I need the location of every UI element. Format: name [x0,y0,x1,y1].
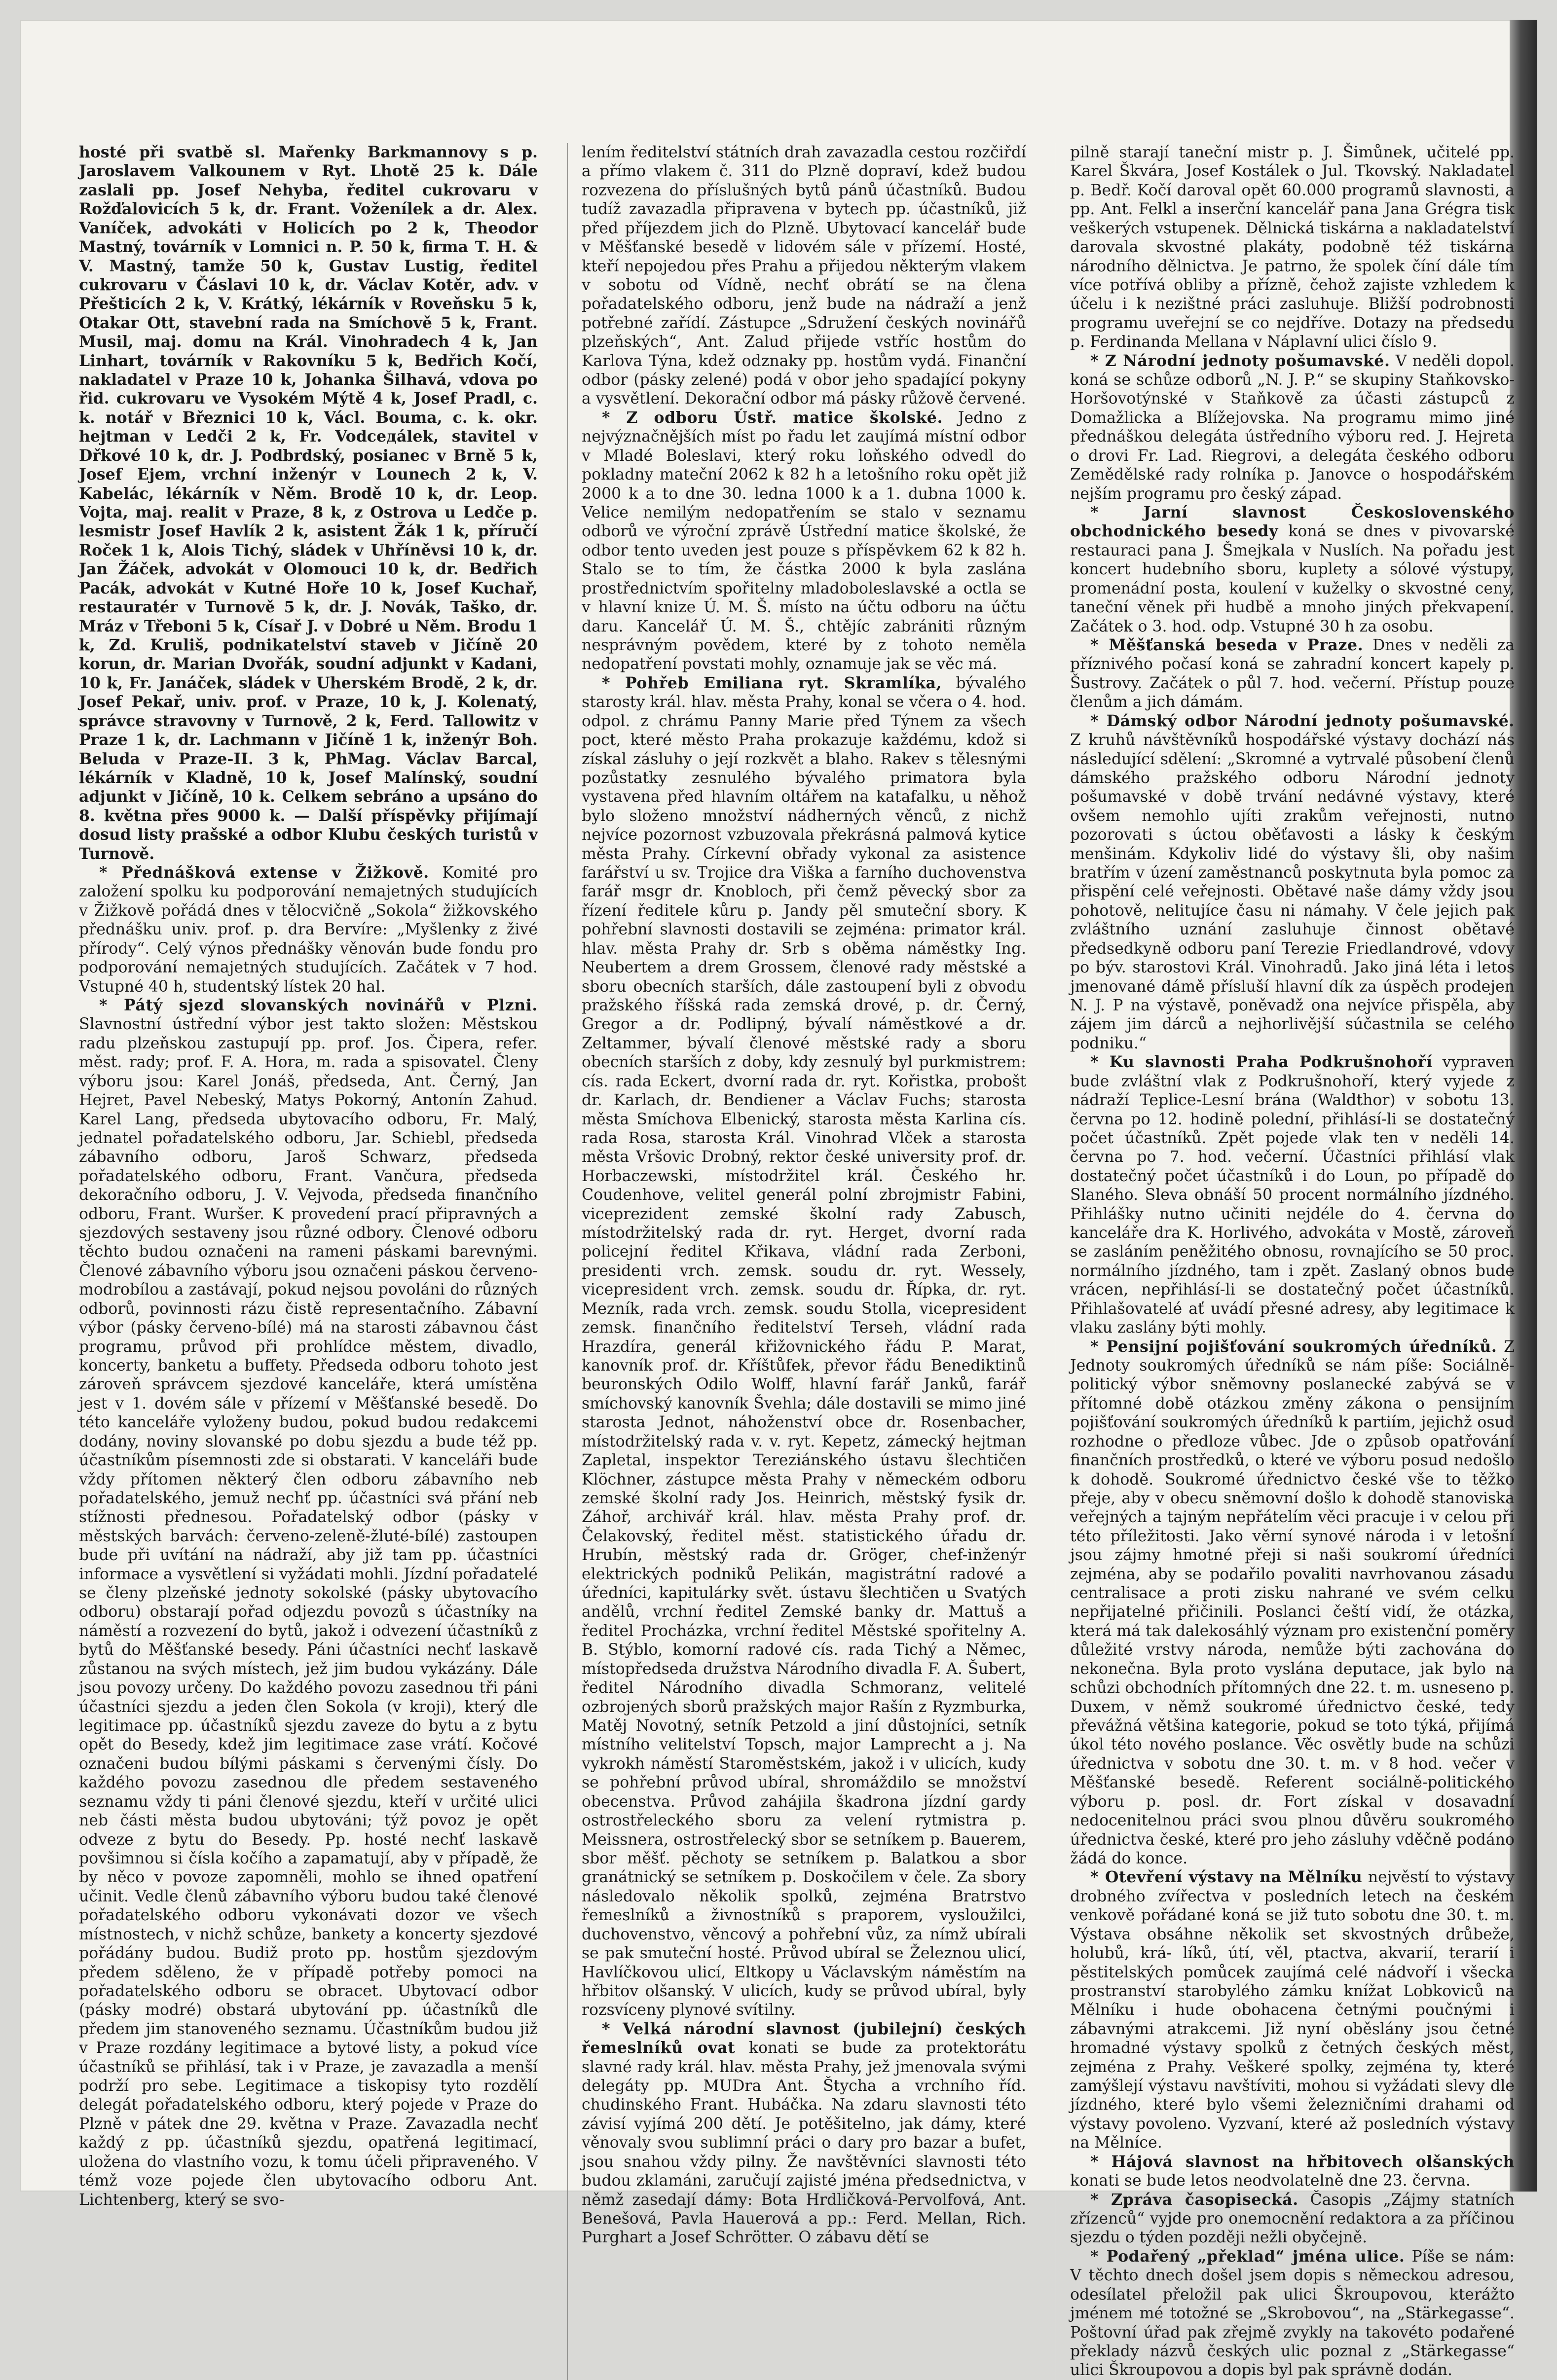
newspaper-page [79,143,1515,2380]
article-text: Dnes v neděli za příznivého počasí koná se zahradní koncert kapely p. Šustrovy. Začátek o půl 7. hod. večerní. Přístup pouze členům a jich dámám. [1070,636,1515,711]
article-text: Slavnostní ústřední výbor jest takto složen: Městskou radu plzeňskou zastupují pp. prof. Jos. Čipera, refer. měst. rady; prof. F. A. Hora, m. rada a spisovatel. Členy výboru jsou: Karel Jonáš, předseda, Ant. Černý, Jan Hejret, Pavel Nebeský, Matys Pokorný, Antonín Zahud. Karel Lang, předseda ubytovacího odboru, Fr. Malý, jednatel pořadatelského odboru, Jar. Schiebl, předseda zábavního odboru, Jaroš Schwarz, předseda pořadatelského odboru, Frant. Vančura, předseda dekoračního odboru, J. V. Vejvoda, předseda finančního odboru, Frant. Wuršer. K provedení prací připravných a sjezdových sestaveny jsou různé odbory. Členové odboru těchto budou označeni na rameni páskami barevnými. Členové zábavního výboru jsou označeni páskou červeno-modrobílou a zastávají, pokud nejsou povoláni do různých odborů, povinnosti rázu čistě representačního. Zábavní výbor (pásky červeno-bílé) má na starosti zábavnou část programu, průvod při prohlídce městem, divadlo, koncerty, banketu a buffety. Předseda odboru tohoto jest zároveň správcem sjezdové kanceláře, která umístěna jest v 1. dovém sále v přízemí v Měšťanské besedě. Do této kanceláře vyloženy budou, pokud budou redakcemi dodány, noviny slovanské po dobu sjezdu a bude též pp. účastníkům písemnosti zde si obstarati. V kanceláři bude vždy přítomen některý člen odboru zábavního neb pořadatelského, jemuž nechť pp. účastníci svá přání neb stížnosti přednesou. Pořadatelský odbor (pásky v městských barvách: červeno-zeleně-žluté-bílé) zastoupen bude při uvítání na nádraží, aby již tam pp. účastníci informace a vysvětlení si vyžádati mohli. Jízdní pořadatelé se členy plzeňské jednoty sokolské (pásky ubytovacího odboru) obstarají pořad odjezdu povozů s účastníky na náměstí a rozvezení do bytů, jakož i odvezení účastníků z bytů do Měšťanské besedy. Páni účastníci nechť laskavě zůstanou na svých místech, jež jim budou vykázány. Dále jsou povozy určeny. Do každého povozu zasednou tři páni účastníci sjezdu a jeden člen Sokola (v kroji), který dle legitimace pp. účastníků sjezdu zaveze do bytu a z bytu opět do Besedy, kdež jim legitimace zase vrátí. Kočové označeni budou bílými páskami s červenými čísly. Do každého povozu zasednou dle předem sestaveného seznamu vždy ti páni členové sjezdu, kteří v určité ulici neb části města budou ubytováni; týž povoz je opět odveze z bytu do Besedy. Pp. hosté nechť laskavě povšimnou si čísla kočího a zapamatují, aby v případě, že by něco v povoze zapomněli, mohlo se ihned opatření učinit. Vedle členů zábavního výboru budou také členové pořadatelského odboru vykonávati dozor ve všech místnostech, v nichž schůze, bankety a koncerty sjezdové pořádány budou. Budiž proto pp. hostům sjezdovým předem sděleno, že v případě potřeby pomoci na pořadatelského odboru se obracet. Ubytovací odbor (pásky modré) obstará ubytování pp. účastníků dle předem jim stanoveného seznamu. Účastníkům budou již v Praze rozdány legitimace a bytové listy, a pokud více účastníků se přihlásí, tak i v Praze, je zavazadla a menší podrží pro sebe. Legitimace a tiskopisy tyto rozdělí delegát pořadatelského odboru, který pojede v Praze do Plzně v pátek dne 29. května v Praze. Zavazadla nechť každý z pp. účastníků sjezdu, opatřená legitimací, uložena do vlastního vozu, k tomu účeli připraveného. V témž voze pojede člen ubytovacího odboru Ant. Lichtenberg, který se svo- [79,1015,538,2209]
article-text: hosté při svatbě sl. Mařenky Barkmannovy s p. Jaroslavem Valkounem v Ryt. Lhotě 25 k. Dále zaslali pp. Josef Nehyba, ředitel cukrovaru v Rožďalovicích 5 k, dr. Frant. Voženílek a dr. Alex. Vaníček, advokáti v Holicích po 2 k, Theodor Mastný, továrník v Lomnici n. P. 50 k, firma T. H. & V. Mastný, tamže 50 k, Gustav Lustig, ředitel cukrovaru v Čáslavi 10 k, dr. Václav Kotěr, adv. v Přešticích 2 k, V. Krátký, lékárník v Roveňsku 5 k, Otakar Ott, stavební rada na Smíchově 5 k, Frant. Musil, maj. domu na Král. Vinohradech 4 k, Jan Linhart, továrník v Rakovníku 5 k, Bedřich Kočí, nakladatel v Praze 10 k, Johanka Šilhavá, vdova po řid. cukrovaru ve Vysokém Mýtě 4 k, Josef Pradl, c. k. notář v Březnici 10 k, Václ. Bouma, c. k. okr. hejtman v Ledči 2 k, Fr. Vodседálek, stavitel v Dřkové 10 k, dr. J. Podbrdský, posianec v Brně 5 k, Josef Ejem, vrchní inženýr v Lounech 2 k, V. Kabelác, lékárník v Něm. Brodě 10 k, dr. Leop. Vojta, maj. realit v Praze, 8 k, z Ostrova u Ledče p. lesmistr Josef Havlík 2 k, asistent Žák 1 k, příručí Roček 1 k, Alois Tichý, sládek v Uhříněvsi 10 k, dr. Jan Žáček, advokát v Olomouci 10 k, dr. Bedřich Pacák, advokát v Kutné Hoře 10 k, Josef Kuchař, restauratér v Turnově 5 k, dr. J. Novák, Taško, dr. Mráz v Třeboni 5 k, Císař J. v Dobré u Něm. Brodu 1 k, Zd. Kruliš, podnikatelství staveb v Jičíně 20 korun, dr. Marian Dvořák, soudní adjunkt v Kadani, 10 k, Fr. Janáček, sládek v Uherském Brodě, 2 k, dr. Josef Pekař, univ. prof. v Praze, 10 k, J. Kolenatý, správce stravovny v Turnově, 2 k, Ferd. Tallowitz v Praze 1 k, dr. Lachmann v Jičíně 1 k, inženýr Boh. Beluda v Praze-II. 3 k, PhMag. Václav Barcal, lékárník v Kladně, 10 k, Josef Malínský, soudní adjunkt v Jičíně, 10 k. Celkem sebráno a upsáno do 8. května přes 9000 k. — Další příspěvky přijímají dosud listy prašské a odbor Klubu českých turistů v Turnově. [79,143,538,863]
article-paragraph [582,409,1026,674]
article-text: Píše se nám: V těchto dnech došel jsem dopis s německou adresou, odesílatel přeložil pak ulici Škroupovou, kterážto jménem mé totožné se „Skrobovou“, na „Stärkegasse“. Poštovní úřad pak zřejmě zvykly na takovéto podařené překlady názvů českých ulic poznal z „Stärkegasse“ ulici Škroupovou a dopis byl pak správně dodán. [1070,2247,1515,2380]
article-heading: * Měšťanská beseda v Praze. [1090,635,1364,654]
article-heading: * Zpráva časopisecká. [1090,2190,1298,2209]
article-paragraph [1070,1053,1515,1337]
article-paragraph [1070,2153,1515,2191]
article-heading: * Pátý sjezd slovanských novinářů v Plzni. [99,996,538,1014]
article-paragraph [79,996,538,2209]
column-2 [567,143,1026,2380]
article-paragraph [1070,352,1515,503]
article-paragraph [582,674,1026,2020]
article-heading: * Hájová slavnost na hřbitovech olšanských [1090,2152,1515,2171]
column-1 [79,143,538,2380]
article-text: Z kruhů návštěvníků hospodářské výstavy dochází nás následující sdělení: „Skromné a vytrvalé působení členů dámského pražského odboru Národní jednoty pošumavské v době trvání nedávné výstavy, které ovšem nemohlo ujíti zrakům veřejnosti, nutno pozorovati s úctou oběťavosti a lásky k českým menšinám. Kdykoliv lidé do výstavy šli, oby našim bratřím v úzení zaměstnanců poskytnuta byla pomoc za přispění celé veřejnosti. Obětavé naše dámy vždy jsou pohotově, nelitujíce času ni námahy. V čele jejich pak zvláštního uznání zasluhuje činnost obětavé předsedkyně odboru paní Terezie Friedlandrové, vdovy po býv. starostovi Král. Vinohradů. Jako jiná léta i letos jmenované dámě přísluší hlavní dík za úspěch prodejen N. J. P na výstavě, poněvadž ona nejvíce přispěla, aby zájem jim dárců a nejhorlivější súčastnila se celého podniku.“ [1070,731,1515,1052]
article-heading: * Podařený „překlad“ jména ulice. [1090,2247,1405,2266]
newspaper-sheet [20,20,1537,2380]
article-text: pilně starají taneční mistr p. J. Šimůnek, učitelé pp. Karel Škvára, Josef Kostálek o Jul. Tkovský. Nakladatel p. Bedř. Kočí daroval opět 60.000 programů slavnosti, a pp. Ant. Felkl a inserční kancelář pana Jana Grégra tisk veškerých vstupenek. Dělnická tiskárna a nakladatelství darovala skvostné plakáty, podobně též tiskárna národního dělnictva. Je patrno, že spolek číní dále tím více potřívá obliby a přízně, čehož zajiste vzhledem k účelu i k nezištné práci zasluhuje. Bližší podrobnosti programu uveřejní se co nejdříve. Dotazy na předsedu p. Ferdinanda Mellana v Náplavní ulici číslo 9. [1070,144,1515,351]
article-heading: * Z Národní jednoty pošumavské. [1090,351,1390,370]
article-text: Časopis „Zájmy statních zřízenců“ vyjde pro onemocnění redaktora a za příčinou sjezdu o týden později nežli obyčejně. [1070,2191,1515,2247]
article-paragraph [1070,143,1515,352]
article-text: nejvěstí to výstavy drobného zvířectva v posledních letech na českém venkově pořádané koná se již tuto sobotu dne 30. t. m. Výstava obsáhne několik set skvostných drůbeže, holubů, krá- líků, útí, věl, ptactva, akvarií, terarií i pěstitelských pomůcek zaujímá celé nádvoří i všecka prostranství starobylého zámku knížat Lobkoviců na Mělníku i hude obohacena četnými poučnými i zábavnými atrakcemi. Již nyní oběslány jsou četné hromadné výstavy spolků z četných českých měst, zejména z Prahy. Veškeré spolky, zejména ty, které zamýšlejí výstavu navštíviti, mohou si vyžádati slevy dle jízdného, které bylo všemi železničními drahami od výstavy povoleno. Vyzvaní, které až posledních výstavy na Mělníce. [1070,1868,1515,2152]
article-paragraph [1070,2191,1515,2247]
article-heading: * Z odboru Ústř. matice školské. [601,408,943,427]
article-paragraph [1070,712,1515,1053]
article-text: vypraven bude zvláštní vlak z Podkrušnohoří, který vyjede z nádraží Teplice-Lesní brána (Waldthor) v sobotu 13. června po 12. hodině polední, přihlásí-li se dostatečný počet účastníků. Zpět pojede vlak ten v neděli 14. června po 7. hod. večerní. Účastníci přihlásí vlak dostatečný počet účastníků i do Loun, po případě do Slaného. Sleva obnáší 50 procent normálního jízdného. Přihlášky nutno učiniti nejdéle do 4. června do kanceláře dra K. Horlivého, advokáta v Mostě, zároveň se zasláním peněžitého obnosu, rovnajícího se 50 proc. normálního jízdného, tam i zpět. Zaslaný obnos bude vrácen, nepřihlásí-li se dostatečný počet účastníků. Přihlašovatelé ať uvádí přesné adresy, aby legitimace k vlaku zaslány býti mohly. [1070,1053,1515,1337]
article-text: V neděli dopol. koná se schůze odborů „N. J. P.“ se skupiny Staňkovsko-Horšovotýnské v Staňkově za účasti zástupců z Domažlicka a Blížejovska. Na programu mimo jiné přednáškou delegáta ústředního výboru red. J. Hejreta o drovi Fr. Lad. Riegrovi, a delegáta českého odboru Zemědělské rady rolníka p. Janovce o hospodářském nejším programu pro český západ. [1070,352,1515,503]
article-paragraph [79,863,538,996]
article-heading: * Velká národní slavnost (jubilejní) českých řemeslníků ovat [582,2019,1026,2057]
article-paragraph [1070,1868,1515,2152]
article-paragraph [1070,503,1515,636]
article-text: Jedno z nejvýznačnějších míst po řadu let zaujímá místní odbor v Mladé Boleslavi, který roku loňského odvedl do pokladny mateční 2062 k 82 h a letošního roku opět již 2000 k a to dne 30. ledna 1000 k a 1. dubna 1000 k. Velice nemilým nedopatřením se stalo v seznamu odborů ve výroční zprávě Ústřední matice školské, že odbor tento uveden jest pouze s příspěvkem 62 k 82 h. Stalo se to tím, že částka 2000 k byla zaslána prostřednictvím spořitelny mladoboleslavské a octla se v hlavní knize Ú. M. Š. místo na účtu odboru na účtu daru. Kancelář Ú. M. Š., chtějíc zabrániti různým nesprávným povědem, které by z tohoto neměla nedopatření povstati mohly, oznamuje jak se věc má. [582,409,1026,673]
article-heading: * Pohřeb Emiliana ryt. Skramlíka, [601,673,942,692]
article-heading: * Pensijní pojišťování soukromých úředníků. [1090,1337,1497,1356]
article-heading: * Přednášková extense v Žižkově. [99,863,429,882]
article-paragraph [582,2020,1026,2247]
article-text: Komité pro založení spolku ku podporování nemajetných studujících v Žižkově pořádá dnes v tělocvičně „Sokola“ žižkovského přednášku univ. prof. p. dra Bervíre: „Myšlenky z živé přírody“. Celý výnos přednášky věnován bude fondu pro podporování nemajetných studujících. Začátek v 7 hod. Vstupné 40 h, studentský lístek 20 hal. [79,864,538,996]
article-text: konati se bude letos neodvolatelně dne 23. června. [1070,2172,1471,2190]
article-text: bývalého starosty král. hlav. města Prahy, konal se včera o 4. hod. odpol. z chrámu Panny Marie před Týnem za všech poct, které město Praha prokazuje každému, kdož si získal zásluhy o její rozkvět a blaho. Rakev s tělesnými pozůstatky zesnulého bývalého primatora byla vystavena před hlavním oltářem na katafalku, u něhož bylo složeno množství nádherných věnců, z nichž nejvíce pozornost vzbuzovala překrásná palmová kytice města Prahy. Církevní obřady vykonal za asistence farářství u sv. Trojice dra Viška a farního duchovenstva farář msgr dr. Knobloch, při čemž pěvecký sbor za řízení ředitele kůru p. Jandy pěl smuteční sbory. K pohřební slavnosti dostavili se zejména: primator král. hlav. města Prahy dr. Srb s oběma náměstky Ing. Neubertem a drem Grossem, členové rady městské a sboru obecních starších, dále zastoupení byli z obvodu pražského říšská rada zemská drové, p. dr. Černý, Gregor a dr. Podlipný, bývalí náměstkové a dr. Zeltammer, bývalí členové městské rady a sboru obecních starších z doby, kdy zesnulý byl purkmistrem: cís. rada Eckert, dvorní rada dr. ryt. Kořistka, probošt dr. Karlach, dr. Bendiener a Václav Fuchs; starosta města Smíchova Elbenický, starosta města Karlina cís. rada Rosa, starosta Král. Vinohrad Vlček a starosta města Vršovic Drobný, rektor české university prof. dr. Horbaczewski, místodržitel král. Českého hr. Coudenhove, velitel generál polní zbrojmistr Fabini, viceprezident zemské školní rady Zabusch, místodržitelský rada dr. ryt. Herget, dvorní rada policejní ředitel Křikava, vládní rada Zerboni, presidenti vrch. zemsk. soudu dr. ryt. Wessely, vicepresident vrch. zemsk. soudu dr. Řípka, dr. ryt. Mezník, rada vrch. zemsk. soudu Stolla, vicepresident zemsk. finančního ředitelství Terseh, vládní rada Hrazdíra, generál křižovnického řádu P. Marat, kanovník prof. dr. Kříštůfek, převor řádu Benediktinů beuronských Odilo Wolff, hlavní farář Janků, farář smíchovský kanovník Švehla; dále dostavili se mimo jiné starosta Jednot, náhoženství obce dr. Rosenbacher, místodržitelský rada v. v. ryt. Kepetz, zámecký hejtman Zapletal, inspektor Tereziánského ústavu šlechtičen Klöchner, zástupce města Prahy v německém odboru zemské školní rady Jos. Heinrich, městský fysik dr. Záhoř, archivář král. hlav. města Prahy prof. dr. Čelakovský, ředitel měst. statistického úřadu dr. Hrubín, městský rada dr. Gröger, chef-inženýr elektrických podniků Pelikán, magistrátní radové a úředníci, kapitulárky svět. ústavu šlechtičen u Svatých andělů, vrchní ředitel Zemské banky dr. Mattuš a ředitel Procházka, vrchní ředitel Městské spořitelny A. B. Stýblo, komorní radové cís. rada Tichý a Němec, místopředseda družstva Národního divadla F. A. Šubert, ředitel Národního divadla Schmoranz, velitelé ozbrojených sborů pražských major Rašín z Ryzmburka, Matěj Novotný, setník Petzold a jiní důstojníci, setník místního velitelství Topsch, major Lamprecht a j. Na vykrokh náměstí Staroměstském, jakož i v ulicích, kudy se pohřební průvod ubíral, shromáždilo se množství obecenstva. Průvod zahájila škadrona jízdní gardy ostrostřeleckého sboru za velení rytmistra p. Meissnera, ostrostřelecký sbor se setníkem p. Bauerem, sbor měšť. pěchoty se setníkem p. Balatkou a sbor granátnický se setníkem p. Doskočilem v čele. Za sbory následovalo několik spolků, zejména Bratrstvo řemeslníků a živnostníků s praporem, vysloužilci, duchovenstvo, věncový a pohřební vůz, za nímž ubírali se pak smuteční hosté. Průvod ubíral se Železnou ulicí, Havlíčkovou ulicí, Eltkopy u Václavským náměstím na hřbitov olšanský. V ulicích, kudy se průvod ubíral, byly rozsvíceny plynové svítilny. [582,674,1026,2019]
article-heading: * Dámský odbor Národní jednoty pošumavské. [1090,711,1515,730]
article-heading: * Otevření výstavy na Mělníku [1090,1868,1363,1887]
article-text: koná se dnes v pivovarské restauraci pana J. Šmejkala v Nuslích. Na pořadu jest koncert hudebního sboru, kuplety a sólové výstupy, promenádní posta, koulení v kuželky o skvostné ceny, taneční věnek při hudbě a mnoho jiných překvapení. Začátek o 3. hod. odp. Vstupné 30 h za osobu. [1070,522,1515,635]
article-text: konati se bude za protektorátu slavné rady král. hlav. města Prahy, jež jmenovala svými delegáty pp. MUDra Ant. Štycha a vrchního říd. chudinského Frant. Hubáčka. Na zdaru slavnosti této závisí vyjímá 200 dětí. Je potěšitelno, jak dámy, které věnovaly svou sublimní práci o dary pro bazar a bufet, jsou snahou vždy pilny. Že navštěvníci slavnosti této budou zklamáni, zaručují zajisté jména předsednictva, v němž zasedají dámy: Bota Hrdličková-Pervolfová, Ant. Benešová, Pavla Hauerová a pp.: Ferd. Mellan, Rich. Purghart a Josef Schrötter. O zábavu dětí se [582,2039,1027,2247]
article-text: Z Jednoty soukromých úředníků se nám píše: Sociálně-politický výbor sněmovny poslanecké zabývá se v přítomné době otázkou změny zákona o pensijním pojišťování soukromých úředníků k partiím, jejichž osud rozhodne o předloze vůbec. Jde o způsob opatřování finančních prostředků, o které ve výboru posud nedošlo k dohodě. Soukromé úřednictvo české vše to těžko přeje, aby v obecu sněmovní došlo k dohodě stanoviska veřejných a tajným nepřátelím věci pracuje i v celou při této příležitosti. Jako věrní synové národa i v letošní jsou zájmy hmotné přeji si naši soukromí úředníci zejména, aby se podařilo povaliti navrhovanou zásadu centralisace a proti zisku nahrané ve svém celku nepřijatelné přičinili. Poslanci čeští vidí, že otázka, která má tak dalekosáhlý význam pro existenční poměry důležité vrstvy národa, nemůže býti zachována do nekonečna. Byla proto vyslána deputace, jak bylo na schůzi obchodních přítomných dne 22. t. m. usneseno p. Duxem, v němž soukromé úřednictvo české, tedy převážná většina kategorie, pokud se toto týká, přijímá úkol této nového poslance. Věc osvětly bude na schůzi úřednictva v sobotu dne 30. t. m. v 8 hod. večer v Měšťanské besedě. Referent sociálně-politického výboru p. posl. dr. Fort získal v dosavadní nedocenitelnou práci svou plnou důvěru soukromého úřednictva české, které pro jeho zásluhy vděčně podáno žádá do konce. [1070,1338,1515,1867]
article-paragraph [1070,636,1515,712]
article-heading: * Ku slavnosti Praha Podkrušnohoří [1090,1053,1433,1072]
article-text: lením ředitelství státních drah zavazadla cestou rozčiřdí a přímo vlakem č. 311 do Plzně dopraví, kdež budou rozvezena do příslušných bytů pánů účastníků. Budou tudíž zavazadla připravena v bytech pp. účastníků, již před příjezdem jich do Plzně. Ubytovací kancelář bude v Měšťanské besedě v lidovém sále v přízemí. Hosté, kteří nepojedou přes Prahu a přijedou některým vlakem v sobotu od Vídně, nechť obrátí se na člena pořadatelského odboru, jenž bude na nádraží a jenž potřebné zařídí. Zástupce „Sdružení českých novinářů plzeňských“, Ant. Zalud přijede vstříc hostům do Karlova Týna, kdež odznaky pp. hostům vydá. Finanční odbor (pásky zelené) podá v obor jeho spadající pokyny a vysvětlení. Dekorační odbor má pásky růžově červené. [582,144,1026,408]
column-3 [1056,143,1515,2380]
article-paragraph [1070,2247,1515,2380]
article-paragraph [79,143,538,863]
article-heading: * Jarní slavnost Československého obchodnického besedy [1070,503,1515,541]
article-paragraph [582,143,1026,409]
article-paragraph [1070,1338,1515,1868]
